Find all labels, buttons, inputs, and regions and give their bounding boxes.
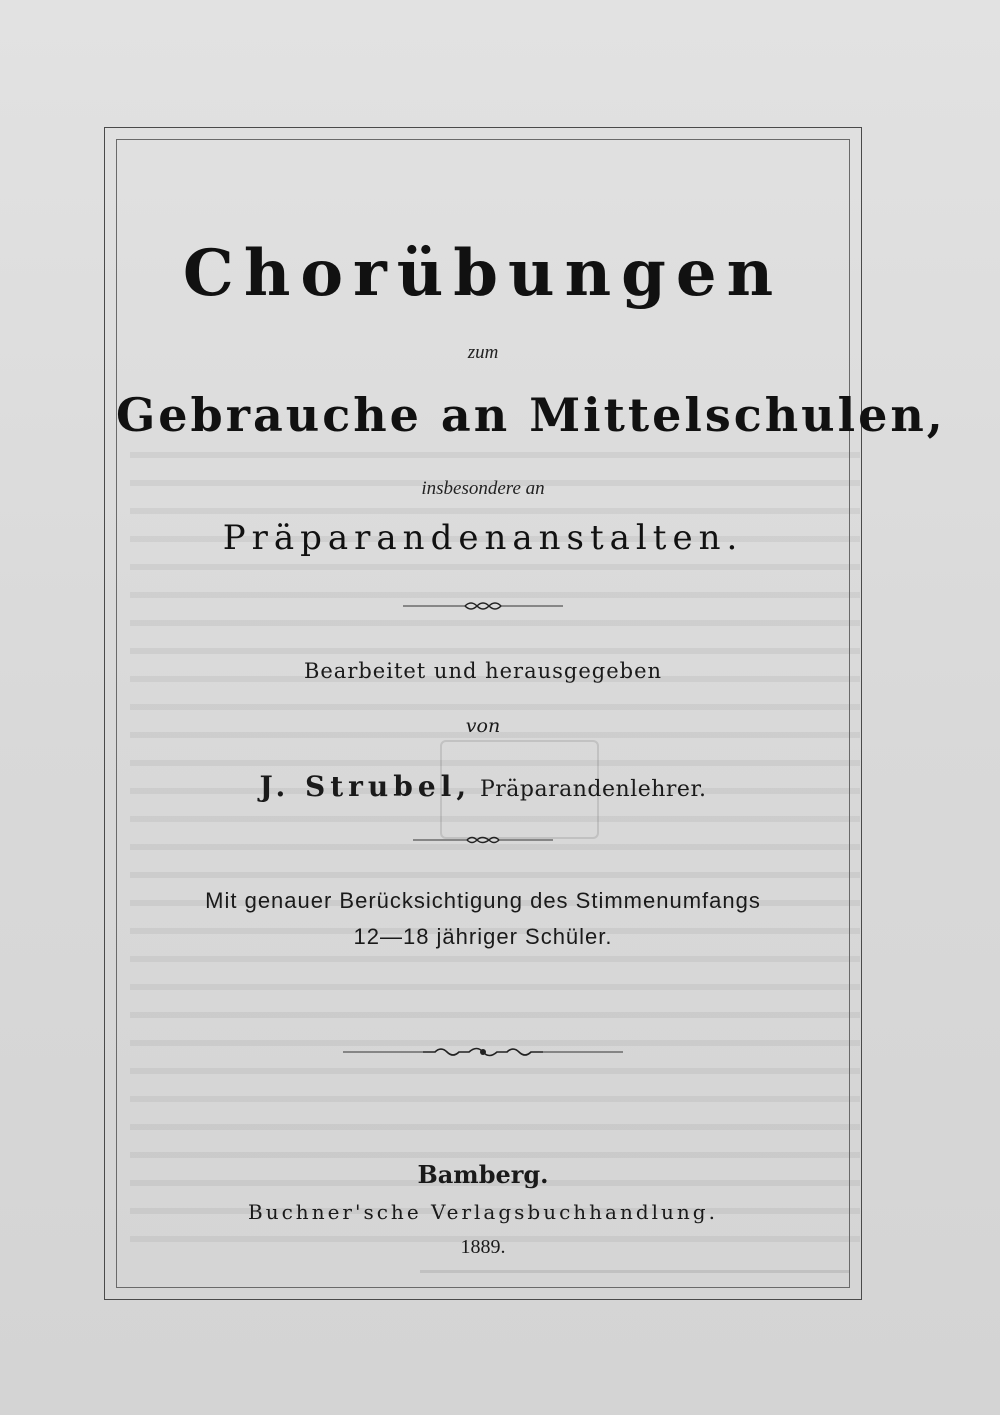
ornament-divider-1 bbox=[116, 598, 850, 614]
author-name: J. Strubel, bbox=[259, 770, 472, 803]
title-connector: zum bbox=[467, 342, 499, 363]
publication-year: 1889. bbox=[460, 1236, 506, 1258]
publisher-name: Buchner'sche Verlagsbuchhandlung. bbox=[248, 1200, 718, 1224]
subtitle-connector: insbesondere an bbox=[421, 478, 545, 499]
ornament-divider-2 bbox=[116, 832, 850, 848]
publication-city: Bamberg. bbox=[417, 1160, 549, 1189]
subtitle-main: Gebrauche an Mittelschulen, bbox=[116, 388, 946, 442]
subtitle-secondary: Präparandenanstalten. bbox=[222, 518, 744, 558]
author-role: Präparandenlehrer. bbox=[479, 777, 707, 802]
author-line bbox=[116, 770, 850, 803]
ornament-divider-3 bbox=[116, 1044, 850, 1060]
range-note-line-1: Mit genauer Berücksichtigung des Stimmenumfangs bbox=[205, 888, 761, 913]
by-connector: von bbox=[465, 715, 501, 737]
book-title: Chorübungen bbox=[182, 236, 784, 311]
edited-by-line: Bearbeitet und herausgegeben bbox=[303, 659, 663, 683]
range-note-line-2: 12—18 jähriger Schüler. bbox=[353, 924, 613, 949]
inner-border-frame bbox=[116, 139, 946, 1288]
